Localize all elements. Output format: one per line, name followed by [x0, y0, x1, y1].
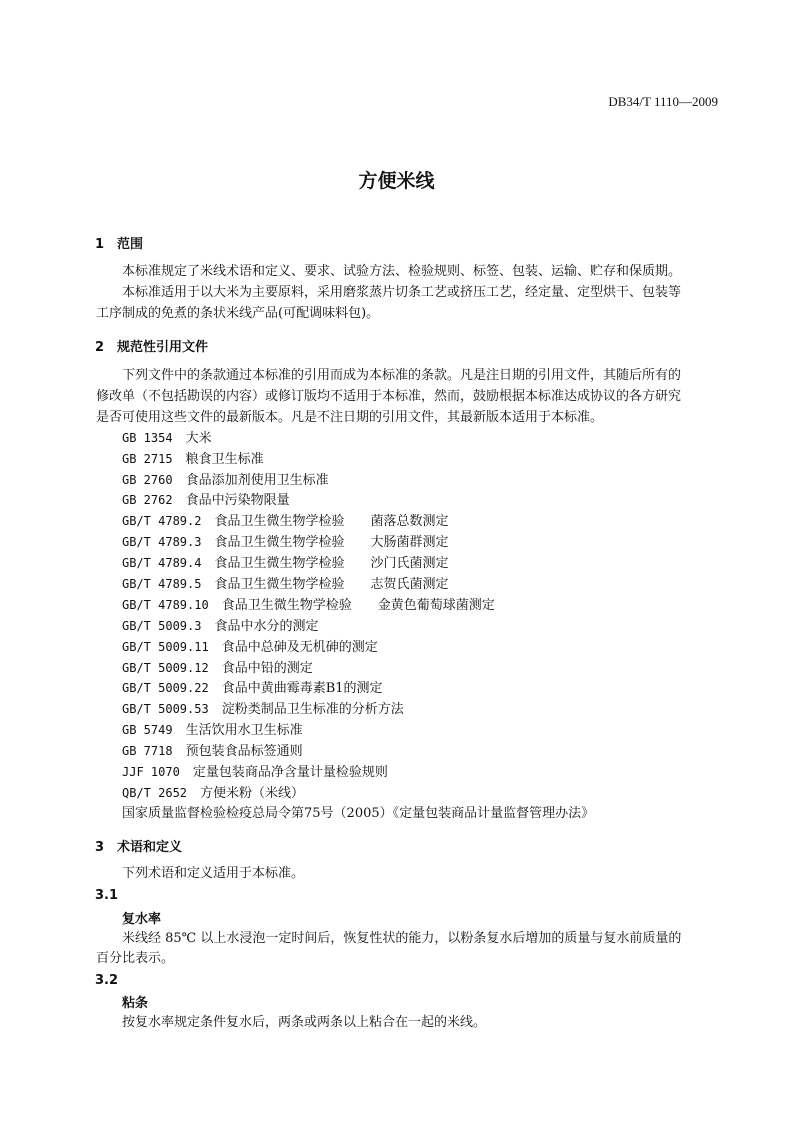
reference-item: GB/T 5009.11 食品中总砷及无机砷的测定 — [122, 640, 378, 655]
term-definition: 按复水率规定条件复水后，两条或两条以上粘合在一起的米线。 — [122, 1015, 487, 1030]
references-intro-line-1: 下列文件中的条款通过本标准的引用而成为本标准的条款。凡是注日期的引用文件，其随后所有的 — [122, 368, 682, 383]
reference-item: GB/T 4789.3 食品卫生微生物学检验 大肠菌群测定 — [122, 535, 449, 550]
reference-item: GB/T 5009.12 食品中铅的测定 — [122, 661, 313, 676]
page-title: 方便米线 — [358, 170, 435, 192]
section-number: 2 — [95, 340, 105, 355]
term-definition-line-1: 米线经 85℃ 以上水浸泡一定时间后，恢复性状的能力，以粉条复水后增加的质量与复水前质量的 — [122, 931, 682, 946]
reference-item: JJF 1070 定量包装商品净含量计量检验规则 — [122, 765, 388, 780]
reference-item: GB/T 5009.22 食品中黄曲霉毒素B1的测定 — [122, 681, 383, 696]
section-number: 1 — [95, 237, 105, 252]
reference-item: GB 5749 生活饮用水卫生标准 — [122, 723, 303, 738]
section-title: 范围 — [117, 237, 144, 252]
terms-intro: 下列术语和定义适用于本标准。 — [122, 866, 305, 881]
section-3-heading — [95, 836, 182, 855]
scope-paragraph-2-line-1: 本标准适用于以大米为主要原料，采用磨浆蒸片切条工艺或挤压工艺，经定量、定型烘干、包装等 — [122, 285, 682, 300]
reference-item: GB 2715 粮食卫生标准 — [122, 452, 264, 467]
reference-item: GB 2762 食品中污染物限量 — [122, 493, 290, 508]
term-number: 3.1 — [95, 888, 119, 903]
reference-item: GB/T 5009.53 淀粉类制品卫生标准的分析方法 — [122, 702, 404, 717]
scope-paragraph-1: 本标准规定了米线术语和定义、要求、试验方法、检验规则、标签、包装、运输、贮存和保质期。 — [122, 264, 682, 279]
reference-decree: 国家质量监督检验检疫总局令第75号（2005）《定量包装商品计量监督管理办法》 — [122, 806, 595, 821]
reference-item: GB 1354 大米 — [122, 431, 212, 446]
term-name: 复水率 — [122, 912, 162, 927]
reference-item: GB 7718 预包装食品标签通则 — [122, 744, 303, 759]
references-intro-line-2: 修改单（不包括勘误的内容）或修订版均不适用于本标准，然而，鼓励根据本标准达成协议的各方研究 — [96, 389, 682, 404]
reference-item: GB 2760 食品添加剂使用卫生标准 — [122, 473, 329, 488]
reference-item: GB/T 4789.5 食品卫生微生物学检验 志贺氏菌测定 — [122, 577, 449, 592]
section-title: 规范性引用文件 — [117, 340, 209, 355]
section-2-heading — [95, 336, 208, 355]
term-number: 3.2 — [95, 973, 119, 988]
standard-code: DB34/T 1110—2009 — [608, 94, 718, 109]
scope-paragraph-2-line-2: 工序制成的免煮的条状米线产品(可配调味料包)。 — [96, 306, 380, 321]
section-number: 3 — [95, 840, 105, 855]
references-intro-line-3: 是否可使用这些文件的最新版本。凡是不注日期的引用文件，其最新版本适用于本标准。 — [96, 410, 604, 425]
term-name: 粘条 — [122, 996, 149, 1011]
reference-item: GB/T 4789.10 食品卫生微生物学检验 金黄色葡萄球菌测定 — [122, 598, 495, 613]
term-definition-line-2: 百分比表示。 — [96, 951, 175, 966]
reference-item: GB/T 5009.3 食品中水分的测定 — [122, 619, 319, 634]
reference-item: QB/T 2652 方便米粉（米线） — [122, 786, 305, 801]
reference-item: GB/T 4789.2 食品卫生微生物学检验 菌落总数测定 — [122, 514, 449, 529]
section-title: 术语和定义 — [117, 840, 183, 855]
section-1-heading — [95, 233, 143, 252]
reference-item: GB/T 4789.4 食品卫生微生物学检验 沙门氏菌测定 — [122, 556, 449, 571]
